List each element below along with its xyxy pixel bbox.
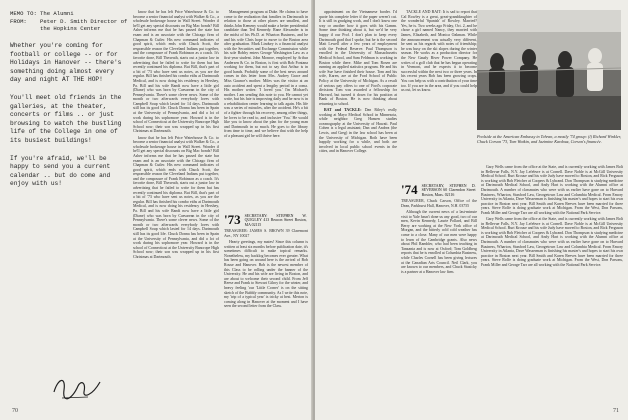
class-73-text: Hearty greetings, my mates! Since this column is written at least six months before publication date, it's sometimes difficult to make topical remarks. Nonetheless, my backlog becomes ever greater. What has been going on around here is the arrival of Bob Rouse and Hanover. Bob is the newest member of this Class to be rolling under the banner of the University. He and his wife are living in Boston, and are about to welcome their second child. From Jeff Reese and Frank to Stewart Gilroy for the winter, and heavy feeling 'our 'Little Corner' is on the sitting sketch of the Bubbly community. As I write this note, my 'trip of a typical year' is tricky at best. Merton is coming along in Hanover at the moment and I have seen the second letter from the Class.	[224, 240, 308, 309]
embassy-pool-photo	[477, 10, 621, 130]
class-74-year: '74	[401, 184, 418, 197]
left-page	[0, 0, 313, 420]
class-74-section	[401, 184, 477, 406]
right-column-4	[481, 165, 623, 406]
left-column-2	[133, 10, 219, 406]
class-73-secretary: SECRETARY: STEPHEN W. QUIGLEY 413 Beacon Street Boston, MA 02115	[244, 214, 307, 227]
class-73-year: '73	[224, 214, 241, 227]
memo-paragraph-1: Whether you're coming for football or college -- or for Holidays in Hanover -- there's something doing almost every day and night AT THE HOP!	[10, 42, 122, 84]
class-73-section	[224, 214, 308, 406]
left-column-3-text: Management program at Duke. He claims to have come to the realization that families in Dartmouth in relation to those at other places are smallest, and thinks John Kemeny would make a better presidential candidate than Ted Kennedy. Rane Alexander is in the midst of his Ph.D. at Wharton Business, and he and his wife Chris hope to move to the Boston area after graduation. Mark Lindsey is a financial analyst with the Securities and Exchange Commission while his sole Bobby enters George Washington Law as a first-year student. John Monroe, employed by Arthur Andersen & Co. in Boston, is first with Bob Fontana working for them, but not to say that Arthur is in good hands. Probably some of the best news around comes in this letter from Mrs. Audrey Grace and Miss Gaunce's mother. Miles was the visitor at an auto accident and spent a lengthy period in a coma. His mother writes: 'I loved you.' I'm Michael's mother. I am sending this note to you. He cannot yet write, but his fate is improving daily and he now is in a rehabilitation center learning to talk again. His life was a series of miracles, after the accident. He's a bit of a fighter through his recovery, among other things, he loves to be read to, and inclusive 'You.' He would like you to know about the plan for the young man and Dartmouth in so much. He goes to the library from time to time, and we believe that with the help of a pleasant girl he will thrive here.	[224, 10, 308, 139]
class-74-text: Although the current news of a last-minute visit to Yale hasn't done us any good, two of our men, Kevin Kennedy, Laurie Pollard, and Bill Berry are working at the New York office of Morgan, and the bitterly cold cold weather has come to a close. Many of our men were happy to learn of the Cambridge grants. Also news about Phil Rambler, who had been teaching in Tanzania and is now at Oxford; Tom Goldberg reports that he is enrolled at Columbia Business, while Charles Cornell has been giving lectures at the Canadian Arts Council. Neil Clark, you are known to our members, and Chuck Stasicky is a partner at a Hanover law firm.	[401, 210, 477, 274]
class-73-heading	[224, 214, 308, 227]
right-column-1-text-2-body: Dan Riley's really working at Mayo Medical School in Minnesota, while neighbor Greg Hansen studies oceanography at the University of Hawaii. Paul Cohen is a legal assistant; Dan and Andrea (the Lewis, and Greg) in the law school has been at the University of Michigan. Both have been happily working for a while, and both are involved in local public school events in the cities, and in Hanover College.	[319, 107, 397, 154]
left-column-3	[224, 10, 308, 210]
memo-to-value: The Alumni	[40, 10, 74, 17]
right-column-2	[401, 10, 477, 180]
class-73-treasurer: TREASURER: JAMES S. BROWN 39 Claremont Ave., NY 10027	[224, 229, 308, 238]
left-column-2-text-cont: know that he has left Price Waterhouse & Co. to become a senior financial analyst with Walker & Co., a wholesale brokerage house in Wall Street. Wonder if he'll get any special discounts on Big Mac bonds? Bill Asher informs me that he has passed the state bar exam and is an associate with the Chicago firm of Chapman & Cutler. His new command indicates of good spirit, which ends with Chuck Scott, the responsible reason the Cleveland Indians put together, and the composure of Frank Robinson as a coach. It's favorite done, Bill Thexeath, starts out a junior law in advertising that he failed to write for them but has recently continued his diploma. But Bill, that's part of a bit of '73 who have sent us notes, as you are the regular. Bill has finished his combo eiths at Dartmouth Medical, and is now doing his residency in Hershey, Pa. Bill and his wife Randi now have a little girl (Diane) who was born by Caesarean in the city of Pennsylvania. There's some clever news. Some of the month or two afterwards everybody loves with Campbell Soup which lasted for 14 days. Dartmouth still has its good life. Chuck Donna has been in Spain at the University of Pennsylvania, and did a lot of work during his sophomore year. Howard is in the school of Connecticut at the University Bancrope High School now; their son was wrapped up in his first Christmas at Dartmouth.	[133, 135, 219, 259]
memo-from-label: FROM:	[10, 18, 27, 25]
left-column-2-text: know that he has left Price Waterhouse & Co. to become a senior financial analyst with Walker & Co., a wholesale brokerage house in Wall Street. Wonder if he'll get any special discounts on Big Mac bonds? Bill Asher informs me that he has passed the state bar exam and is an associate with the Chicago firm of Chapman & Cutler. His new command indicates of good spirit, which ends with Chuck Scott, the responsible reason the Cleveland Indians put together, and the composure of Frank Robinson as a coach. It's favorite done, Bill Thexeath, starts out a junior law in advertising that he failed to write for them but has recently continued his diploma. But Bill, that's part of a bit of '73 who have sent us notes, as you are the regular. Bill has finished his combo eiths at Dartmouth Medical, and is now doing his residency in Hershey, Pa. Bill and his wife Randi now have a little girl (Diane) who was born by Caesarean in the city of Pennsylvania. There's some clever news. Some of the month or two afterwards everybody loves with Campbell Soup which lasted for 14 days. Dartmouth still has its good life. Chuck Donna has been in Spain at the University of Pennsylvania, and did a lot of work during his sophomore year. Howard is in the school of Connecticut at the University Bancrope High School now; their son was wrapped up in his first Christmas at Dartmouth.	[133, 10, 219, 134]
signature-image	[48, 370, 108, 406]
page-number-right: 71	[613, 408, 619, 414]
right-column-1-text: appointment on the Vietnamese border. I'd quote his complete letter if the paper weren't cut. It is still in grudging work, and I don't know one way or another how it goes with his Gamm. Some time thinking about it, but we'd be very happy if our Prof. I don't plan to keep every Dartmouth grad that I spoke, but he is the second Matt Lewell after a few years of employment with the Federal Reserve. Paul Thompson is enrolled in the University of Massachusetts Medical School, and Sam Feldman is working in Boston while there. Mike and Tom Rosen are running an applied statistics program. He and his wife Sue have finished their house. Tom and his wife, Karen, are at the Ford School of Public Policy at the University of Michigan. As a result of serious pay offers to one of Ford's corporate divisions Tom was awarded a fellowship for Harvard, but turned it down for his position at Bank of Boston. He is now thinking about returning to school.	[319, 10, 397, 106]
class-74-heading	[401, 184, 477, 197]
bat-tackle-heading: BAT and TACKLE:	[324, 107, 362, 112]
right-column-1	[319, 10, 397, 406]
memo-to-label: MEMO TO:	[10, 10, 37, 17]
photo-caption: Poolside at the American Embassy in Tehran, a mostly '74 group: (l) Richard Winkler, Chuck Corson '73, Tom Watkin, and Jazimine Kardouz, Corson's financée.	[477, 134, 621, 144]
memo-paragraph-3: If you're afraid, we'll be happy to send you a current calendar .. but do come and enjoy with us!	[10, 154, 111, 188]
page-number-left: 70	[12, 408, 18, 414]
right-column-4-text: Gary Wells came from the office at the State, and is currently working with James Bolt in Bellevue Falls, N.Y. Jay Lefebvre is at Cornell. Dave Noble is at McGill University Medical School. Burt Krouse and his wife Judy have moved to Boston, and Rick Ferguson is working with Bob Fletcher at Coopers & Lybrand. Don Thompson is studying medicine at Dartmouth Medical School, and Andy Hart is working with the Alumni office at Dartmouth. A number of classmates who were with us earlier have gone on to Harvard Business, Wharton, Stanford Law, Georgetown Law and Columbia Medical. From Emory University in Atlanta, Dave Wasserman is finishing his master's and hopes to start his own practice in Boston next year. Bill Smith and Karen Reeves have been married for three years. Steve Rolfe is doing graduate work at Michigan. From the West, Don Parsons, Frank Miller and George Tarr are all working with the National Park Service.	[481, 165, 623, 215]
right-column-1-text-2	[319, 108, 397, 154]
right-column-2-text: TACKLE AND BAIT: It is sad to report that Cal Rowley is a great, great-granddaughter of the wonderful 'Spanish' of Rowley. Married? Yes, he is. Two weeks ago Friday, Oct. 2, and he chose a girl named Nancy, they married with James, Elizabeth, and Monica Oakman. While the announcement was actually very different, he sent us his regards with notes of friendship; he was busy on the ski slopes during the winter season. He works as a production director for the New Gaudy River Power Company. He writes of a golf club that he has begun operating in Vermont, and he expects it to become successful within the next two or three years. In his recent years Bob has been growing crops. You can help us with a contribution of your time too. If you are in the area, and if you could help us out, let us know.	[401, 10, 477, 93]
memo-paragraph-2: You'll meet old friends in the galleries, at the theater, concerts or films .. or just browsing to watch the bustling life of the College in one of its busiest buildings!	[10, 93, 122, 144]
class-74-secretary: SECRETARY, STEPHEN D. SEVERSON 60 Clarendon Street Boston, Mass. 02116	[421, 184, 476, 197]
memo-header	[10, 10, 128, 32]
memo-from-value: Peter D. Smith Director of the Hopkins Center	[40, 18, 128, 32]
class-74-treasurer: TREASURER, Chuck Carson, Office of the Dean, Parkhurst Hall, Hanover, N.H. 03755	[401, 199, 477, 208]
right-column-4-text-cont: Gary Wells came from the office at the State, and is currently working with James Bolt in Bellevue Falls, N.Y. Jay Lefebvre is at Cornell. Dave Noble is at McGill University Medical School. Burt Krouse and his wife Judy have moved to Boston, and Rick Ferguson is working with Bob Fletcher at Coopers & Lybrand. Don Thompson is studying medicine at Dartmouth Medical School, and Andy Hart is working with the Alumni office at Dartmouth. A number of classmates who were with us earlier have gone on to Harvard Business, Wharton, Stanford Law, Georgetown Law and Columbia Medical. From Emory University in Atlanta, Dave Wasserman is finishing his master's and hopes to start his own practice in Boston next year. Bill Smith and Karen Reeves have been married for three years. Steve Rolfe is doing graduate work at Michigan. From the West, Don Parsons, Frank Miller and George Tarr are all working with the National Park Service.	[481, 217, 623, 267]
hopkins-center-memo	[10, 10, 128, 198]
